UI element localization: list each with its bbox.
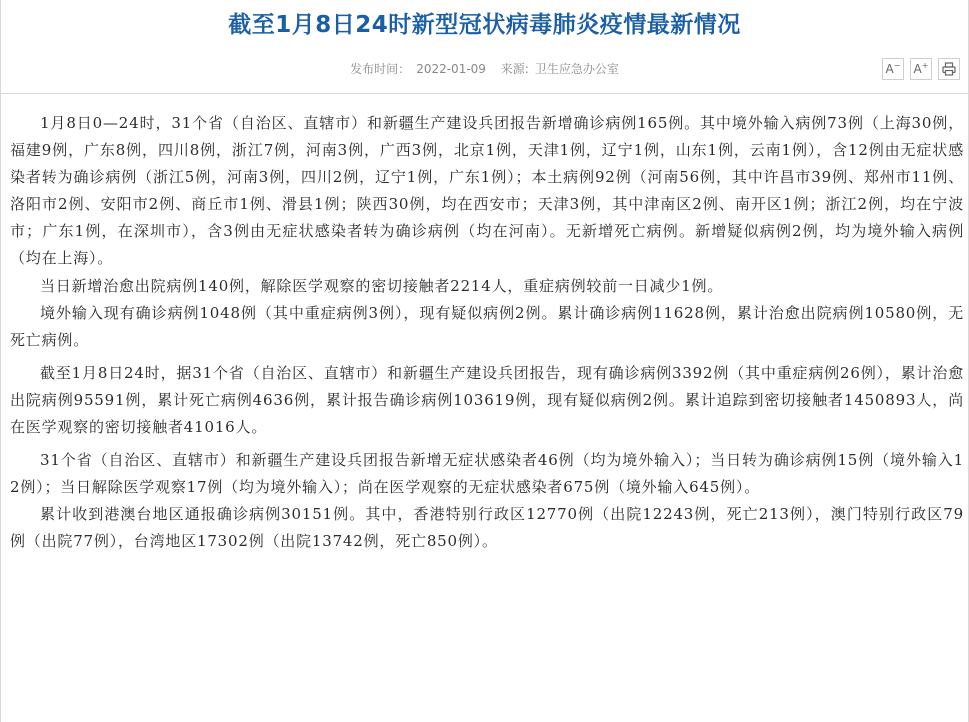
printer-icon <box>942 62 956 76</box>
font-decrease-sign: − <box>893 60 901 70</box>
paragraph-recoveries: 当日新增治愈出院病例140例，解除医学观察的密切接触者2214人，重症病例较前一日减少1例。 <box>40 276 724 295</box>
font-decrease-button[interactable] <box>882 58 904 80</box>
article-body <box>10 110 964 556</box>
paragraph-imported: 境外输入现有确诊病例1048例（其中重症病例3例），现有疑似病例2例。累计确诊病例11628例，累计治愈出院病例10580例，无死亡病例。 <box>10 303 964 349</box>
paragraph-cumulative: 截至1月8日24时，据31个省（自治区、直辖市）和新疆生产建设兵团报告，现有确诊病例3392例（其中重症病例26例），累计治愈出院病例95591例，累计死亡病例4636例，累计报告确诊病例103619例，现有疑似病例2例。累计追踪到密切接触者1450893人，尚在医学观察的密切接触者41016人。 <box>10 363 964 437</box>
paragraph-asymptomatic: 31个省（自治区、直辖市）和新疆生产建设兵团报告新增无症状感染者46例（均为境外输入）；当日转为确诊病例15例（境外输入12例）；当日解除医学观察17例（均为境外输入）；尚在医学观察的无症状感染者675例（境外输入645例）。 <box>10 451 964 497</box>
source-label: 来源: <box>500 62 529 76</box>
article-meta <box>1 60 968 77</box>
font-increase-label: A <box>913 62 922 76</box>
published-date: 2022-01-09 <box>416 62 486 76</box>
article-tools <box>882 58 960 80</box>
source-name: 卫生应急办公室 <box>534 62 619 76</box>
published-label: 发布时间： <box>350 62 411 76</box>
font-increase-button[interactable] <box>910 58 932 80</box>
article-title: 截至1月8日24时新型冠状病毒肺炎疫情最新情况 <box>228 12 741 38</box>
font-increase-sign: + <box>921 60 929 70</box>
font-decrease-label: A <box>885 62 894 76</box>
paragraph-new-cases: 1月8日0—24时，31个省（自治区、直辖市）和新疆生产建设兵团报告新增确诊病例165例。其中境外输入病例73例（上海30例，福建9例，广东8例，四川8例，浙江7例，河南3例，广西3例，北京1例，天津1例，辽宁1例，山东1例，云南1例），含12例由无症状感染者转为确诊病例（浙江5例，河南3例，四川2例，辽宁1例，广东1例）；本土病例92例（河南56例，其中许昌市39例、郑州市11例、洛阳市2例、安阳市2例、商丘市1例、滑县1例；陕西30例，均在西安市；天津3例，其中津南区2例、南开区1例；浙江2例，均在宁波市；广东1例，在深圳市），含3例由无症状感染者转为确诊病例（均在河南）。无新增死亡病例。新增疑似病例2例，均为境外输入病例（均在上海）。 <box>10 114 964 268</box>
paragraph-hk-macao-taiwan: 累计收到港澳台地区通报确诊病例30151例。其中，香港特别行政区12770例（出院12243例，死亡213例），澳门特别行政区79例（出院77例），台湾地区17302例（出院13742例，死亡850例）。 <box>10 505 964 551</box>
print-button[interactable] <box>938 58 960 80</box>
article-header <box>1 0 968 94</box>
